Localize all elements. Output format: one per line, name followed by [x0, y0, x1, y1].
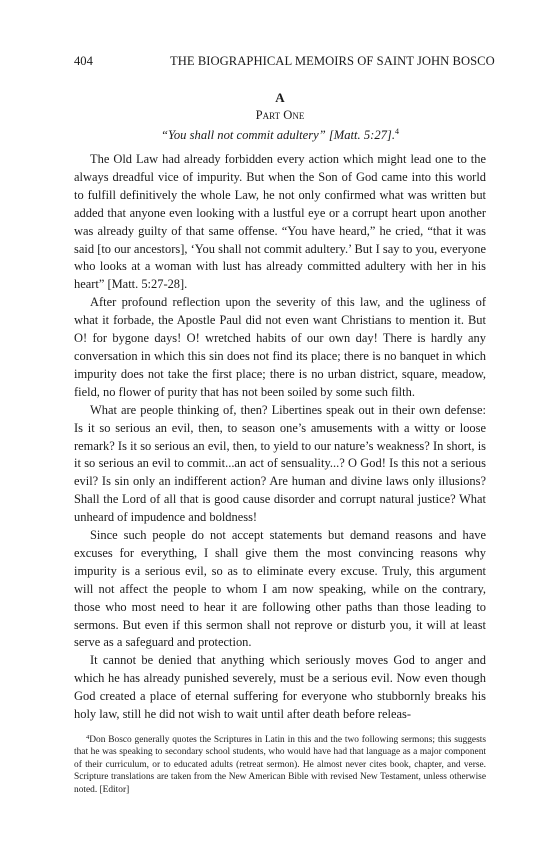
footnote-text: Don Bosco generally quotes the Scriptures in Latin in this and the two following sermons; this suggests that he was speaking to secondary school students, who would have had that language as a major component of their curriculum, or to educated adults (retreat sermon). He almost never cites book, chapter, and verse. Scripture translations are taken from the New American Bible with revised New Testament, unless otherwise noted. [Editor] [74, 735, 486, 795]
running-title: THE BIOGRAPHICAL MEMOIRS OF SAINT JOHN BOSCO [170, 54, 495, 68]
footnote-mark: 4 [86, 734, 90, 741]
part-title: Part One [255, 108, 305, 122]
section-heading [74, 90, 486, 143]
footnote [74, 732, 486, 796]
epigraph-text: “You shall not commit adultery” [Matt. 5:27]. [161, 128, 395, 142]
paragraph: Since such people do not accept statements but demand reasons and have excuses for everything, I shall give them the most convincing reasons why impurity is a serious evil, so as to eliminate every excuse. Truly, this argument will not affect the people to whom I am now speaking, while on the contrary, those who most need to hear it are following other paths than those leading to sermons. But even if this sermon shall not reprove or disturb you, it will at least serve as a safeguard and protection. [74, 528, 486, 650]
paragraph: The Old Law had already forbidden every action which might lead one to the always dreadful vice of impurity. But when the Son of God came into this world to fulfill definitively the whole Law, he not only confirmed what was written but added that anyone even looking with a lustful eye or a corrupt heart upon another was already guilty of that same offense. “You have heard,” he cried, “that it was said [to our ancestors], ‘You shall not commit adultery.’ But I say to you, everyone who looks at a woman with lust has already committed adultery with her in his heart” [Matt. 5:27-28]. [74, 152, 486, 292]
paragraph: It cannot be denied that anything which seriously moves God to anger and which he has already punished severely, must be a serious evil. Now even though God created a place of eternal suffering for everyone who stubbornly breaks his holy law, still he did not wish to wait until after death before releas- [74, 653, 486, 722]
epigraph [74, 124, 486, 143]
paragraph: After profound reflection upon the severity of this law, and the ugliness of what it forbade, the Apostle Paul did not even want Christians to mention it. But O! for bygone days! O! wretched habits of our own day! There is hardly any conversation in which this sin does not find its place; there is no banquet in which impurity does not take the first place; there is no urban district, square, meadow, field, no flower of purity that has not been soiled by some such filth. [74, 295, 486, 399]
paragraph: What are people thinking of, then? Libertines speak out in their own defense: Is it so serious an evil, then, to season one’s amusements with a witty or loose remark? Is it so serious an evil, then, to yield to our nature’s weakness? In short, is it so serious an evil to commit...an act of sensuality...? O God! Is this not a serious evil? Is sin only an indifferent action? Are human and divine laws only illusions? Shall the Lord of all that is good cause disorder and corrupt natural justice? What unheard of impudence and boldness! [74, 402, 486, 525]
section-letter: A [275, 90, 285, 105]
footnote-reference: 4 [394, 127, 399, 136]
page-number: 404 [74, 54, 93, 68]
body-text [74, 151, 486, 724]
